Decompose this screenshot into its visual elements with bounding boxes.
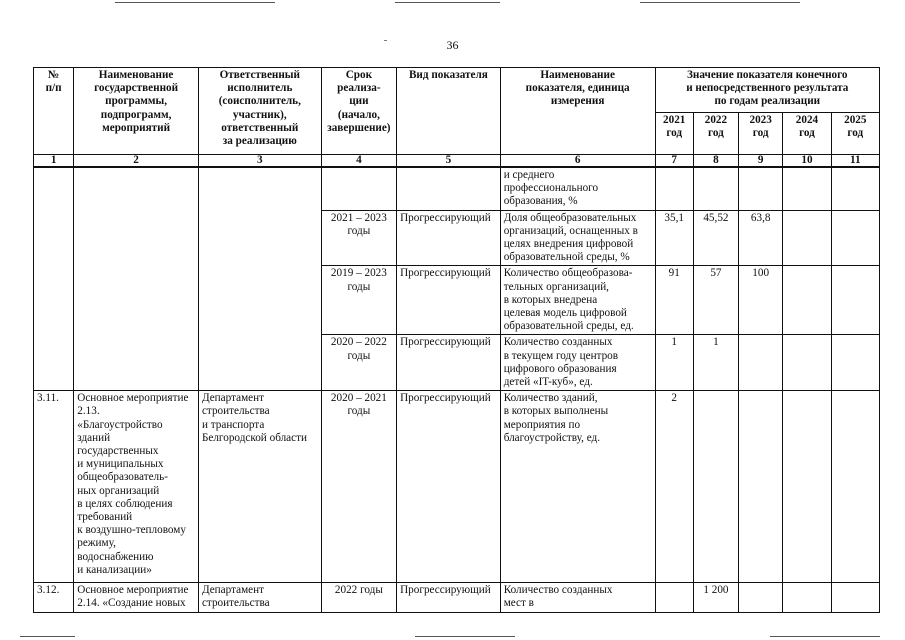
column-number: 3 <box>198 155 321 168</box>
cell-indicator <box>500 335 655 391</box>
column-number-row <box>34 155 880 168</box>
header-indicator <box>500 68 655 155</box>
cell-name <box>74 391 199 583</box>
column-number: 10 <box>783 155 831 168</box>
header-term-text: Срок реализа- ции (начало, завершение) <box>327 69 391 134</box>
cell-term-text: 2020 – 2022 годы <box>330 336 387 362</box>
cell-indicator <box>500 583 655 612</box>
cell-value-2022: 1 <box>693 335 738 391</box>
cell-value-2024 <box>783 391 831 583</box>
cell-name <box>74 583 199 612</box>
cell-value-2022: 57 <box>693 266 738 335</box>
cell-term-text: 2020 – 2021 годы <box>330 392 387 418</box>
scan-artifact-top <box>115 2 275 3</box>
cell-value-2021: 35,1 <box>655 210 693 266</box>
cell-indicator <box>500 167 655 210</box>
scan-artifact-top <box>395 2 500 3</box>
column-number: 7 <box>655 155 693 168</box>
column-number: 9 <box>739 155 783 168</box>
header-type <box>397 68 501 155</box>
cell-name-text: Основное мероприятие 2.14. «Создание новых <box>77 584 189 610</box>
cell-type: Прогрессирующий <box>397 266 501 335</box>
cell-num <box>34 167 74 391</box>
cell-value-2024 <box>783 266 831 335</box>
column-number: 4 <box>321 155 396 168</box>
cell-name-text: Основное мероприятие 2.13. «Благоустройство зданий государственных и муниципальных общеобразователь- ных организаций в целях соблюдения требований к воздушно-тепловому режиму, водоснабжению и канализации» <box>77 392 189 576</box>
header-year-2023 <box>739 113 783 155</box>
header-year-text: 2024 год <box>795 114 819 140</box>
cell-executor <box>198 391 321 583</box>
cell-value-2023 <box>739 167 783 210</box>
cell-value-2021: 91 <box>655 266 693 335</box>
cell-value-2025 <box>831 210 879 266</box>
cell-value-2022: 1 200 <box>693 583 738 612</box>
cell-num: 3.11. <box>34 391 74 583</box>
cell-type: Прогрессирующий <box>397 391 501 583</box>
cell-term <box>321 335 396 391</box>
cell-value-2022 <box>693 167 738 210</box>
column-number: 8 <box>693 155 738 168</box>
scan-artifact-bottom <box>20 636 75 637</box>
header-indicator-text: Наименование показателя, единица измерения <box>525 69 630 108</box>
cell-value-2025 <box>831 335 879 391</box>
indicators-table <box>33 67 880 613</box>
cell-value-2023 <box>739 583 783 612</box>
cell-indicator <box>500 210 655 266</box>
column-number: 2 <box>74 155 199 168</box>
cell-value-2021 <box>655 583 693 612</box>
scan-artifact-top <box>640 2 800 3</box>
cell-executor <box>198 167 321 391</box>
table-row <box>34 583 880 612</box>
cell-indicator <box>500 391 655 583</box>
cell-term: 2022 годы <box>321 583 396 612</box>
cell-type: Прогрессирующий <box>397 335 501 391</box>
table-row <box>34 391 880 583</box>
cell-term-text: 2021 – 2023 годы <box>330 211 387 237</box>
cell-indicator-text: Количество созданных в текущем году центров цифрового образования детей «IT-куб», ед. <box>503 336 619 389</box>
cell-value-2023 <box>739 391 783 583</box>
header-values-group <box>655 68 879 113</box>
cell-type: Прогрессирующий <box>397 583 501 612</box>
cell-value-2023 <box>739 335 783 391</box>
column-number: 6 <box>500 155 655 168</box>
header-year-text: 2025 год <box>844 114 867 140</box>
header-term <box>321 68 396 155</box>
cell-indicator-text: и среднего профессионального образования, % <box>503 169 599 208</box>
column-number: 5 <box>397 155 501 168</box>
cell-value-2024 <box>783 335 831 391</box>
cell-indicator-text: Количество общеобразова- тельных организаций, в которых внедрена целевая модель цифровой образовательной среды, ед. <box>503 267 634 333</box>
header-year-2025 <box>831 113 879 155</box>
cell-value-2024 <box>783 583 831 612</box>
cell-term <box>321 167 396 210</box>
header-year-text: 2022 год <box>704 114 728 140</box>
header-type-text: Вид показателя <box>408 69 488 81</box>
header-num-text: № п/п <box>45 69 62 95</box>
scan-artifact-bottom <box>770 636 880 637</box>
cell-value-2025 <box>831 583 879 612</box>
cell-executor-text: Департамент строительства <box>201 584 270 610</box>
cell-value-2025 <box>831 391 879 583</box>
column-number: 11 <box>831 155 879 168</box>
cell-value-2021: 2 <box>655 391 693 583</box>
cell-type: Прогрессирующий <box>397 210 501 266</box>
header-executor <box>198 68 321 155</box>
cell-term <box>321 210 396 266</box>
header-num <box>34 68 74 155</box>
cell-executor <box>198 583 321 612</box>
cell-indicator-text: Количество созданных мест в <box>503 584 613 610</box>
cell-term-text: 2019 – 2023 годы <box>330 267 387 293</box>
cell-num: 3.12. <box>34 583 74 612</box>
scan-artifact-bottom <box>415 636 515 637</box>
page-number: 36 <box>446 38 459 52</box>
cell-value-2025 <box>831 167 879 210</box>
cell-term <box>321 266 396 335</box>
cell-indicator-text: Доля общеобразовательных организаций, оснащенных в целях внедрения цифровой образовательной среды, % <box>503 211 638 264</box>
column-number: 1 <box>34 155 74 168</box>
header-executor-text: Ответственный исполнитель (соисполнитель, участник), ответственный за реализацию <box>218 69 301 148</box>
cell-term <box>321 391 396 583</box>
cell-type <box>397 167 501 210</box>
header-year-2022 <box>693 113 738 155</box>
header-name <box>74 68 199 155</box>
cell-value-2023: 63,8 <box>739 210 783 266</box>
header-year-2024 <box>783 113 831 155</box>
header-year-2021 <box>655 113 693 155</box>
cell-value-2021: 1 <box>655 335 693 391</box>
header-year-text: 2021 год <box>663 114 686 140</box>
cell-value-2021 <box>655 167 693 210</box>
cell-indicator <box>500 266 655 335</box>
cell-value-2022 <box>693 391 738 583</box>
cell-indicator-text: Количество зданий, в которых выполнены мероприятия по благоустройству, ед. <box>503 392 609 444</box>
table-row <box>34 167 880 210</box>
header-name-text: Наименование государственной программы, подпрограмм, мероприятий <box>94 69 179 134</box>
cell-value-2022: 45,52 <box>693 210 738 266</box>
cell-name <box>74 167 199 391</box>
cell-value-2024 <box>783 210 831 266</box>
header-year-text: 2023 год <box>749 114 772 140</box>
cell-value-2023: 100 <box>739 266 783 335</box>
cell-value-2024 <box>783 167 831 210</box>
cell-value-2025 <box>831 266 879 335</box>
header-values-group-text: Значение показателя конечного и непосредственного результата по годам реализации <box>686 69 849 108</box>
cell-executor-text: Департамент строительства и транспорта Белгородской области <box>201 392 307 444</box>
